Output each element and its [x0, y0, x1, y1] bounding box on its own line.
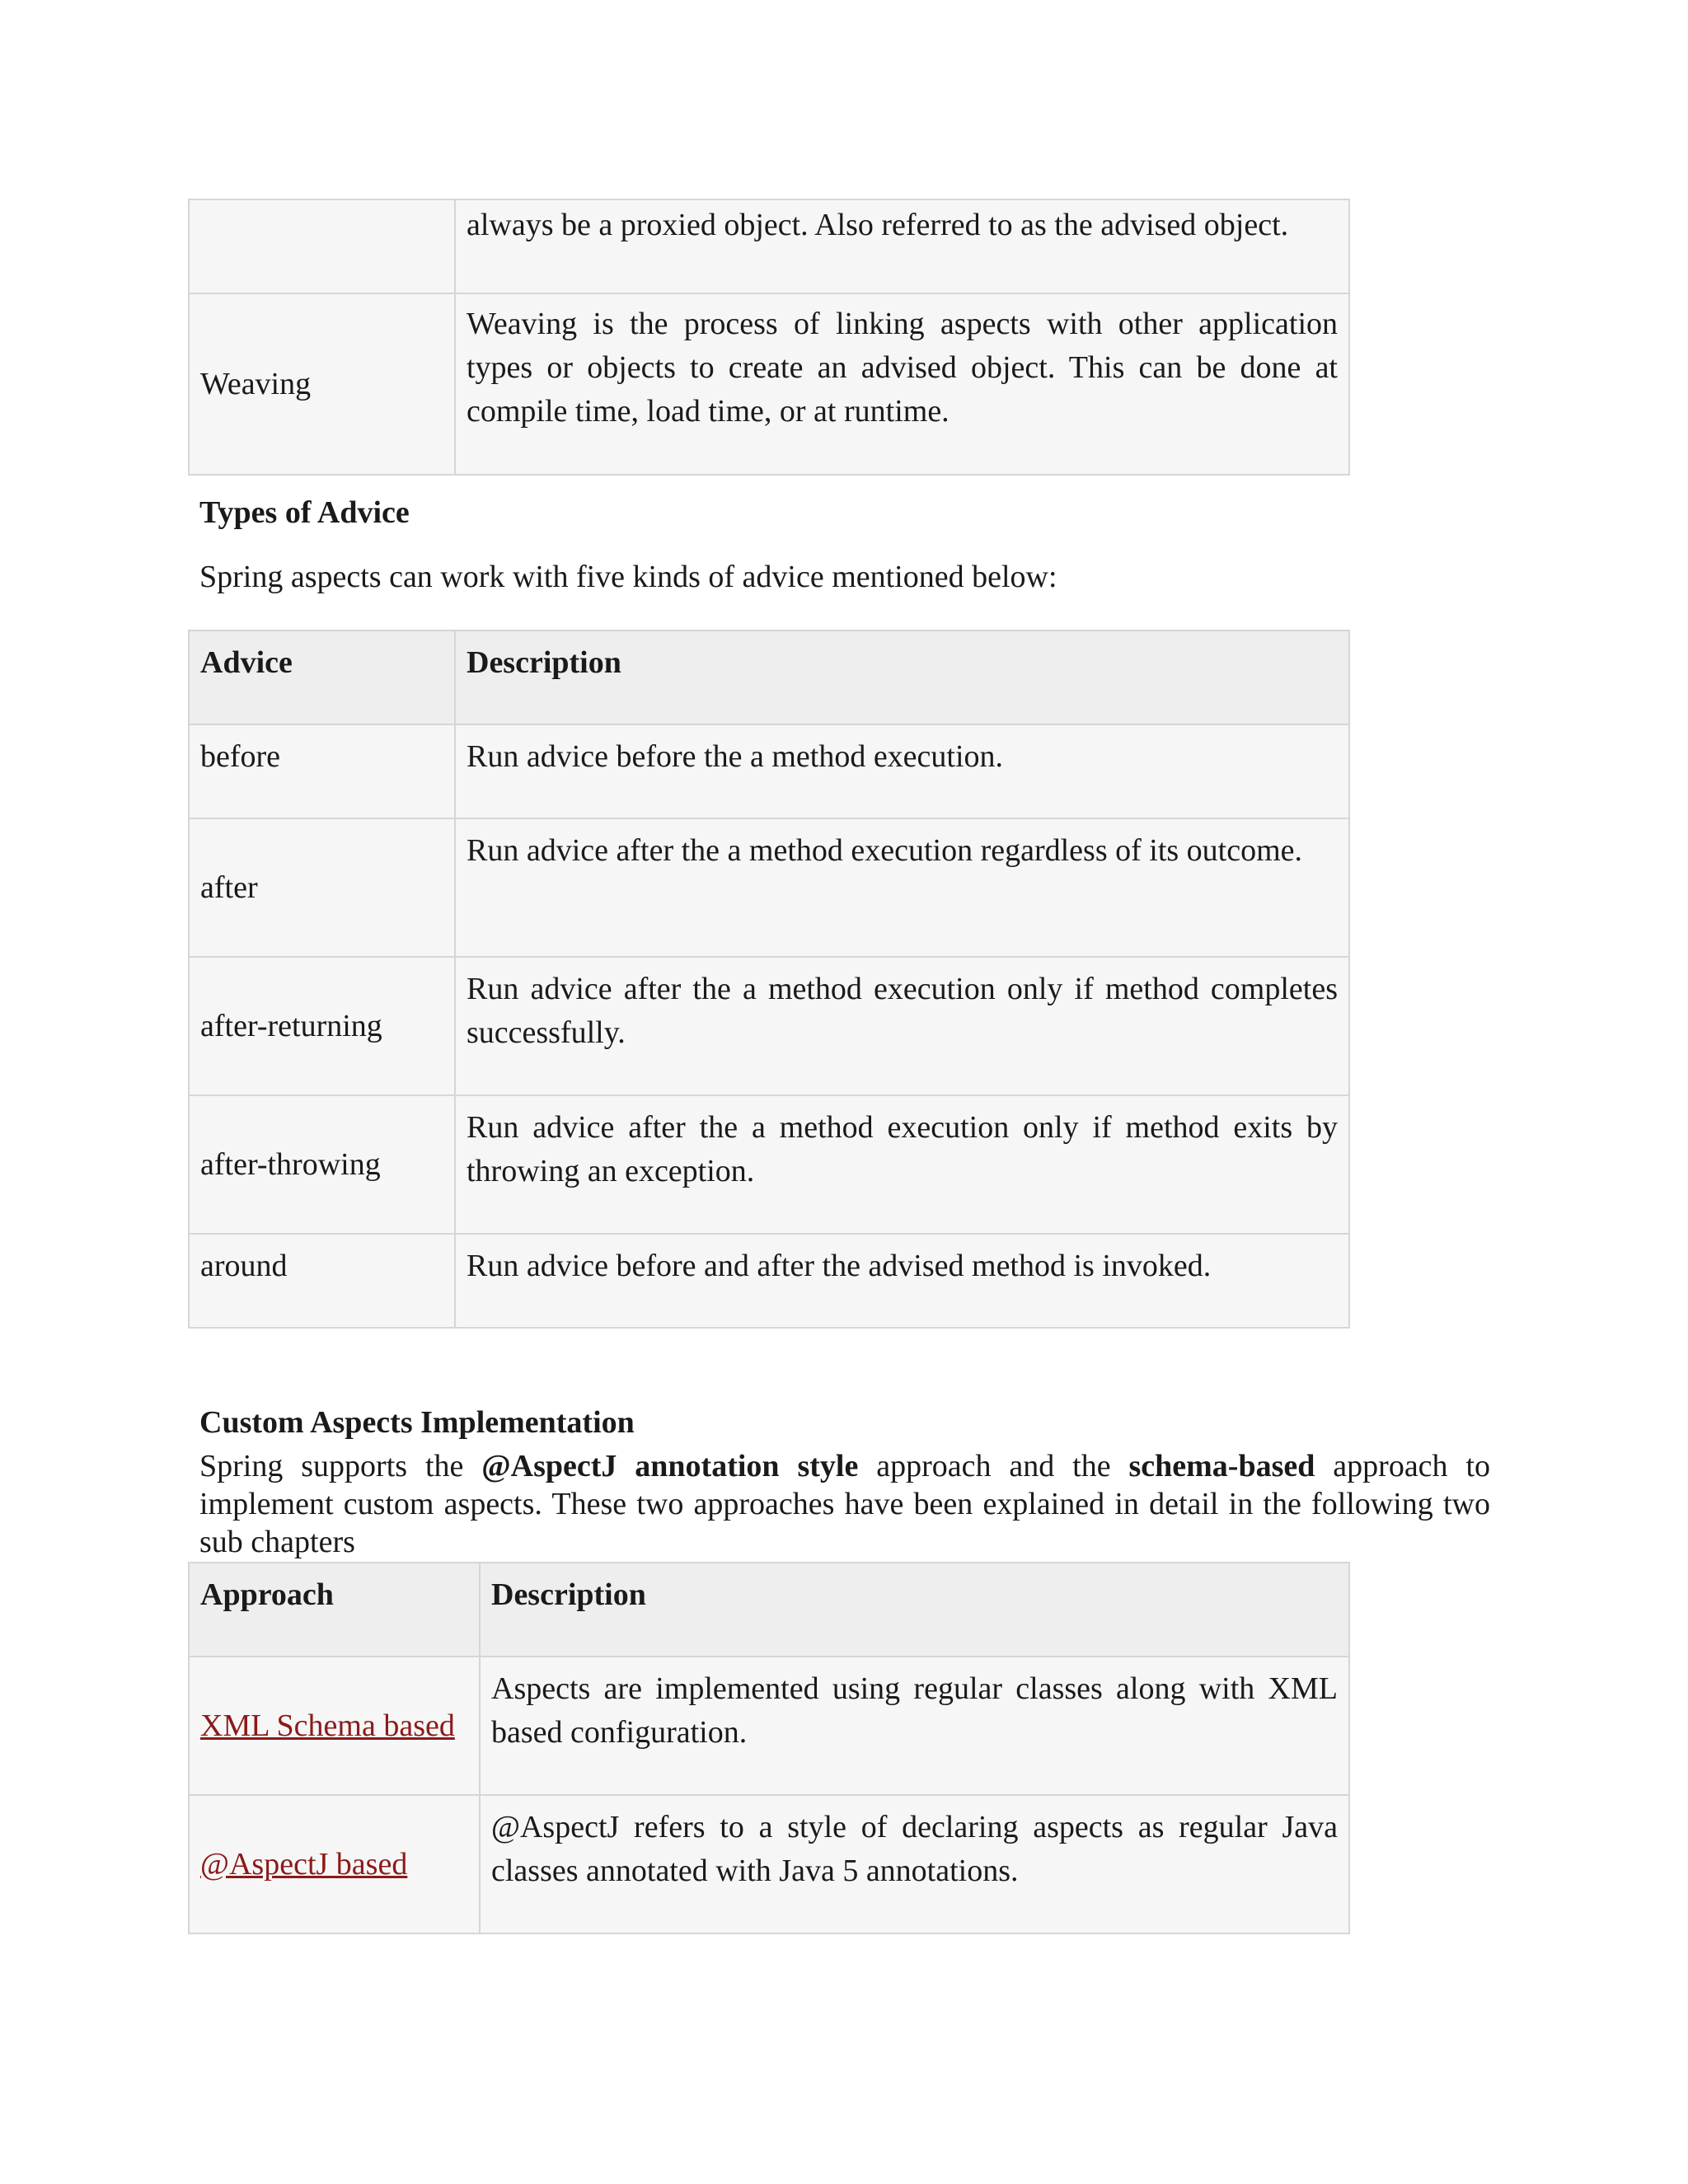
advice-cell: after-returning — [189, 957, 455, 1095]
column-header-description: Description — [480, 1563, 1349, 1657]
advice-table — [188, 630, 1350, 1329]
approach-cell — [189, 1657, 480, 1795]
description-cell: Run advice before the a method execution. — [455, 724, 1349, 818]
table-row — [189, 957, 1349, 1095]
description-cell: Weaving is the process of linking aspects with other application types or objects to create an advised object. This can be done at compile time, load time, or at runtime. — [455, 293, 1349, 475]
description-cell: Run advice after the a method execution regardless of its outcome. — [455, 818, 1349, 957]
xml-schema-based-link[interactable]: XML Schema based — [200, 1708, 455, 1743]
annotation-style-term: @AspectJ annotation style — [481, 1449, 859, 1483]
column-header-advice: Advice — [189, 630, 455, 724]
description-cell: Aspects are implemented using regular classes along with XML based configuration. — [480, 1657, 1349, 1795]
description-cell: Run advice after the a method execution only if method exits by throwing an exception. — [455, 1095, 1349, 1234]
description-cell: Run advice before and after the advised method is invoked. — [455, 1234, 1349, 1328]
table-row — [189, 293, 1349, 475]
table-row — [189, 1657, 1349, 1795]
term-cell: Weaving — [189, 293, 455, 475]
table-row — [189, 1095, 1349, 1234]
column-header-approach: Approach — [189, 1563, 480, 1657]
paragraph-text: approach and the — [858, 1449, 1129, 1483]
description-cell: Run advice after the a method execution only if method completes successfully. — [455, 957, 1349, 1095]
advice-cell: after — [189, 818, 455, 957]
column-header-description: Description — [455, 630, 1349, 724]
description-cell: @AspectJ refers to a style of declaring aspects as regular Java classes annotated with Java 5 annotations. — [480, 1795, 1349, 1933]
custom-aspects-paragraph — [199, 1447, 1490, 1561]
types-of-advice-intro: Spring aspects can work with five kinds of advice mentioned below: — [199, 560, 1057, 594]
approach-cell — [189, 1795, 480, 1933]
paragraph-text: Spring supports the — [199, 1449, 482, 1483]
table-row — [189, 818, 1349, 957]
table-row — [189, 724, 1349, 818]
table-row — [189, 1234, 1349, 1328]
schema-based-term: schema-based — [1128, 1449, 1315, 1483]
aspectj-based-link[interactable]: @AspectJ based — [200, 1846, 408, 1882]
term-cell — [189, 199, 455, 293]
advice-cell: after-throwing — [189, 1095, 455, 1234]
approach-table — [188, 1562, 1350, 1934]
custom-aspects-heading: Custom Aspects Implementation — [199, 1405, 635, 1440]
paragraph-text: approach to implement custom aspects. These two approaches have been explained in detail in the following two sub chapters — [199, 1449, 1491, 1559]
advice-cell: around — [189, 1234, 455, 1328]
advice-cell: before — [189, 724, 455, 818]
table-row — [189, 1795, 1349, 1933]
table-header-row — [189, 630, 1349, 724]
table-row — [189, 199, 1349, 293]
table-header-row — [189, 1563, 1349, 1657]
description-cell: always be a proxied object. Also referred to as the advised object. — [455, 199, 1349, 293]
types-of-advice-heading: Types of Advice — [199, 495, 410, 530]
terms-table — [188, 199, 1350, 476]
